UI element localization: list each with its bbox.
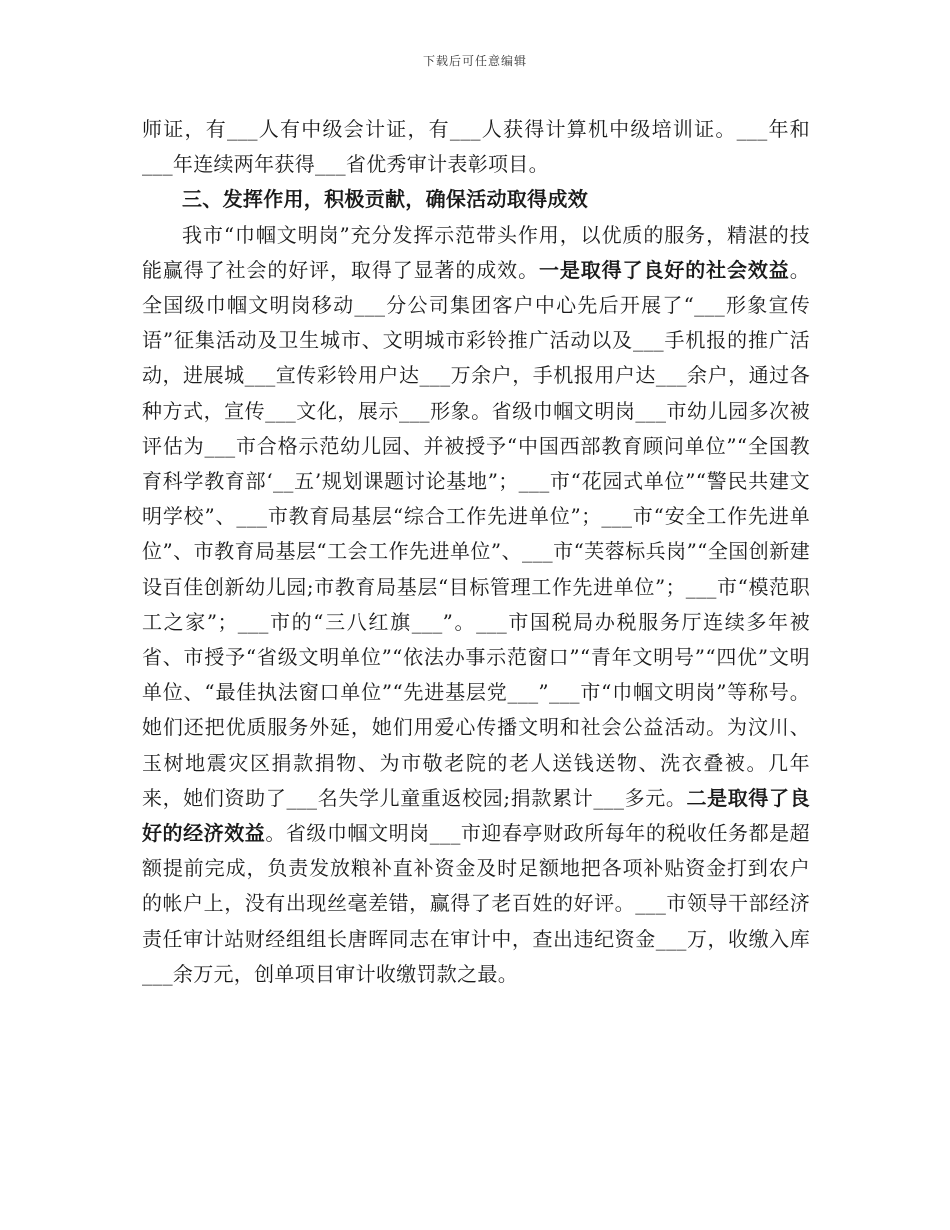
- bold-phrase-economic-benefit: 二是取得了良好的经济效益: [142, 785, 810, 846]
- paragraph-text-2: 。省级巾帼文明岗___市迎春亭财政所每年的税收任务都是超额提前完成，负责发放粮补直补资金及时足额地把各项补贴资金打到农户的帐户上，没有出现丝毫差错，赢得了老百姓的好评。___市领导干部经济责任审计站财经组组长唐晖同志在审计中，查出违纪资金___万，收缴入库___余万元，创单项目审计收缴罚款之最。: [142, 821, 810, 986]
- paragraph-intro: 我市“巾帼文明岗”充分发挥示范带头作用，以优质的服务，精湛的技能赢得了社会的好评，取得了显著的成效。: [142, 222, 810, 282]
- page-header: 下载后可任意编辑: [422, 54, 527, 68]
- section-heading: 三、发挥作用，积极贡献，确保活动取得成效: [182, 187, 588, 212]
- continuation-paragraph: 师证，有___人有中级会计证，有___人获得计算机中级培训证。___年和___年连续两年获得___省优秀审计表彰项目。: [142, 117, 810, 177]
- body-paragraph: [142, 218, 810, 992]
- paragraph-text-1: 。全国级巾帼文明岗移动___分公司集团客户中心先后开展了“___形象宣传语”征集活动及卫生城市、文明城市彩铃推广活动以及___手机报的推广活动，进展城___宣传彩铃用户达___万余户，手机报用户达___余户，通过各种方式，宣传___文化，展示___形象。省级巾帼文明岗___市幼儿园多次被评估为___市合格示范幼儿园、并被授予“中国西部教育顾问单位”“全国教育科学教育部‘__五’规划课题讨论基地”；___市“花园式单位”“警民共建文明学校”、___市教育局基层“综合工作先进单位”；___市“安全工作先进单位”、市教育局基层“工会工作先进单位”、___市“芙蓉标兵岗”“全国创新建设百佳创新幼儿园;市教育局基层“目标管理工作先进单位”；___市“模范职工之家”；___市的“三八红旗___”。___市国税局办税服务厅连续多年被省、市授予“省级文明单位”“依法办事示范窗口”“青年文明号”“四优”文明单位、“最佳执法窗口单位”“先进基层党___”___市“巾帼文明岗”等称号。她们还把优质服务外延，她们用爱心传播文明和社会公益活动。为汶川、玉树地震灾区捐款捐物、为市敬老院的老人送钱送物、洗衣叠被。几年来，她们资助了___名失学儿童重返校园;捐款累计___多元。: [142, 257, 810, 810]
- bold-phrase-social-benefit: 一是取得了良好的社会效益: [538, 257, 790, 282]
- document-body: [142, 112, 810, 992]
